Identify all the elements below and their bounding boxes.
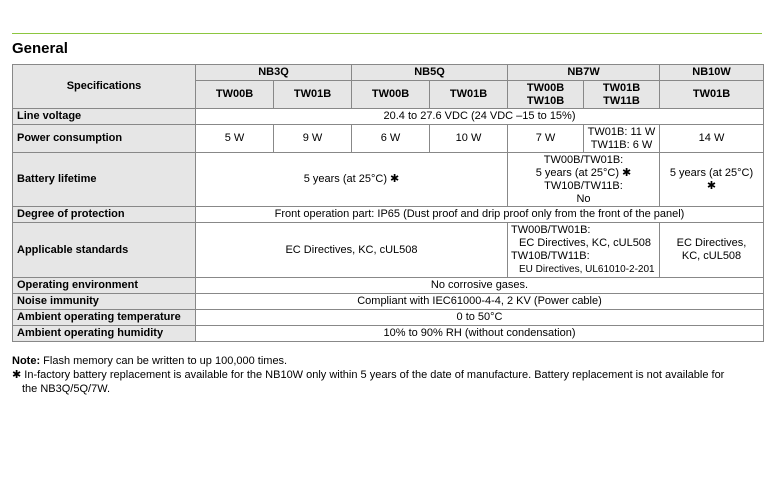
row-label: Ambient operating temperature [13,310,196,326]
row-line-voltage [13,109,764,125]
power-nb7w-tw01b: TW01B: 11 W [587,125,656,138]
note-flash [12,354,768,368]
standards-nb7w [508,223,660,278]
power-nb5q-tw01b: 10 W [430,125,508,153]
battery-nb7w-line3: TW10B/TW11B: [544,179,623,192]
header-nb7w-tw01b: TW01B [602,81,641,94]
row-label: Noise immunity [13,294,196,310]
header-nb5q-tw01b: TW01B [430,81,508,109]
note-label: Note: [12,355,41,367]
row-label: Line voltage [13,109,196,125]
temperature-value: 0 to 50°C [196,310,764,326]
header-nb7w: NB7W [508,65,660,81]
row-label: Battery lifetime [13,153,196,207]
header-nb10w: NB10W [660,65,764,81]
row-label: Applicable standards [13,223,196,278]
row-operating-environment [13,278,764,294]
row-noise-immunity [13,294,764,310]
row-ambient-humidity [13,326,764,342]
header-nb7w-tw00b-tw10b [508,81,584,109]
note-battery-line2: the NB3Q/5Q/7W. [22,383,111,395]
header-nb7w-tw10b: TW10B [526,94,565,107]
header-nb3q-tw01b: TW01B [274,81,352,109]
row-battery-lifetime [13,153,764,207]
standards-main: EC Directives, KC, cUL508 [196,223,508,278]
power-nb3q-tw01b: 9 W [274,125,352,153]
power-nb7w-a: 7 W [508,125,584,153]
power-nb7w-tw11b: TW11B: 6 W [590,138,653,151]
row-power-consumption [13,125,764,153]
row-label: Power consumption [13,125,196,153]
note-battery-line1: ✱ In-factory battery replacement is available for the NB10W only within 5 years of the date of manufacture. Battery replacement is not available for [12,369,725,381]
header-nb7w-tw11b: TW11B [603,94,640,107]
row-label: Operating environment [13,278,196,294]
battery-nb7w-line1: TW00B/TW01B: [543,153,624,166]
title-rule [12,33,762,34]
power-nb10w: 14 W [660,125,764,153]
standards-nb7w-line3: TW10B/TW11B: [511,250,590,262]
row-label: Degree of protection [13,207,196,223]
header-nb3q: NB3Q [196,65,352,81]
battery-main: 5 years (at 25°C) ✱ [196,153,508,207]
battery-nb10w [660,153,764,207]
standards-nb7w-line4: EU Directives, UL61010-2-201 [519,264,655,275]
environment-value: No corrosive gases. [196,278,764,294]
row-degree-of-protection [13,207,764,223]
header-nb5q: NB5Q [352,65,508,81]
power-nb5q-tw00b: 6 W [352,125,430,153]
header-nb5q-tw00b: TW00B [352,81,430,109]
standards-nb7w-line2: EC Directives, KC, cUL508 [519,237,652,249]
header-nb7w-tw01b-tw11b [584,81,660,109]
section-title: General [12,40,68,57]
notes [12,354,768,396]
spec-table [12,64,764,342]
battery-nb7w [508,153,660,207]
row-ambient-temperature [13,310,764,326]
noise-value: Compliant with IEC61000-4-4, 2 KV (Power cable) [196,294,764,310]
standards-nb10w-line2: KC, cUL508 [681,250,742,262]
power-nb7w-b [584,125,660,153]
header-nb7w-tw00b: TW00B [526,81,565,94]
power-nb3q-tw00b: 5 W [196,125,274,153]
header-nb3q-tw00b: TW00B [196,81,274,109]
standards-nb10w [660,223,764,278]
standards-nb10w-line1: EC Directives, [676,237,747,249]
header-row-groups [13,65,764,81]
humidity-value: 10% to 90% RH (without condensation) [196,326,764,342]
battery-nb7w-line2: 5 years (at 25°C) ✱ [535,166,632,179]
protection-value: Front operation part: IP65 (Dust proof and drip proof only from the front of the panel) [196,207,764,223]
header-nb10w-tw01b: TW01B [660,81,764,109]
battery-nb10w-line2: ✱ [706,179,717,192]
row-applicable-standards [13,223,764,278]
line-voltage-value: 20.4 to 27.6 VDC (24 VDC –15 to 15%) [196,109,764,125]
header-specifications: Specifications [13,65,196,109]
note-text: Flash memory can be written to up 100,000 times. [40,355,288,367]
battery-nb7w-line4: No [576,192,591,205]
row-label: Ambient operating humidity [13,326,196,342]
battery-nb10w-line1: 5 years (at 25°C) [669,166,754,179]
standards-nb7w-line1: TW00B/TW01B: [511,224,591,236]
